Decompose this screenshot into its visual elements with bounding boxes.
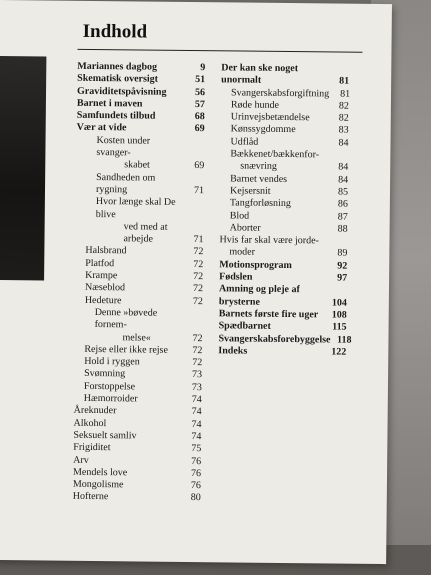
toc-entry-title bbox=[75, 282, 185, 295]
toc-entry-title bbox=[74, 344, 184, 357]
toc-column-left bbox=[73, 61, 206, 505]
toc-entry-text: Blod bbox=[229, 209, 250, 222]
toc-entry-text: Der kan ske noget unormalt bbox=[221, 62, 299, 87]
toc-entry-page: 76 bbox=[191, 455, 202, 467]
toc-entry-text: Samfundets tilbud bbox=[76, 109, 156, 122]
toc-entry-text: Indeks bbox=[218, 345, 248, 357]
toc-entry bbox=[73, 491, 201, 505]
toc-entry-text: Forstoppelse bbox=[83, 380, 136, 393]
toc-entry-text: Fødslen bbox=[219, 271, 253, 283]
toc-entry-text: Mendels love bbox=[73, 466, 128, 479]
toc-entry-page: 89 bbox=[337, 248, 348, 260]
toc-entry-continuation: moder bbox=[229, 246, 255, 259]
toc-entry-page: 76 bbox=[190, 467, 202, 479]
title-rule bbox=[77, 49, 362, 53]
toc-entry-page: 104 bbox=[331, 297, 347, 309]
toc-entry-text: Halsbrand bbox=[85, 245, 127, 257]
toc-entry-title bbox=[218, 345, 328, 358]
toc-entry-text: Udflåd bbox=[230, 136, 259, 148]
toc-entry bbox=[221, 62, 349, 88]
toc-entry-title bbox=[220, 136, 330, 149]
toc-entry-title bbox=[219, 271, 329, 284]
toc-entry-page: 88 bbox=[337, 223, 348, 235]
toc-entry-text: Mongolisme bbox=[72, 478, 124, 491]
toc-entry-title bbox=[219, 259, 329, 272]
toc-entry-page: 73 bbox=[191, 381, 203, 393]
toc-entry-title bbox=[220, 148, 330, 174]
toc-entry-page: 74 bbox=[191, 394, 202, 406]
toc-entry-title bbox=[77, 61, 187, 74]
toc-entry-title bbox=[221, 87, 332, 100]
toc-column-right bbox=[218, 62, 352, 358]
toc-entry-page: 82 bbox=[338, 100, 349, 112]
toc-entry-continuation: skabet bbox=[124, 159, 150, 171]
toc-entry-text: Hvor længe skal De blive bbox=[95, 196, 176, 220]
toc-entry bbox=[74, 307, 202, 345]
toc-entry-title bbox=[221, 124, 331, 137]
toc-entry-text: Frigiditet bbox=[73, 441, 111, 454]
toc-entry-text: Røde hunde bbox=[230, 99, 280, 111]
toc-entry-page: 72 bbox=[192, 295, 203, 307]
toc-entry-title bbox=[219, 321, 329, 334]
toc-entry-title bbox=[77, 98, 187, 111]
toc-entry-page: 92 bbox=[337, 260, 348, 272]
toc-entry-title bbox=[220, 198, 330, 211]
toc-entry-text: Hedeture bbox=[84, 294, 122, 306]
toc-entry-text: Barnet i maven bbox=[76, 97, 143, 110]
toc-entry-page: 69 bbox=[194, 123, 205, 135]
toc-entry-page: 122 bbox=[331, 346, 347, 358]
toc-entry-title bbox=[77, 85, 187, 98]
toc-entry-page: 81 bbox=[339, 75, 350, 87]
toc-entry-title bbox=[220, 222, 330, 235]
toc-entry-title bbox=[221, 99, 331, 112]
toc-entry-page: 72 bbox=[192, 344, 203, 356]
toc-entry-text: Kønssygdomme bbox=[230, 123, 296, 136]
toc-entry-text: Mariannes dagbog bbox=[77, 60, 158, 73]
toc-entry-title bbox=[220, 173, 330, 186]
toc-entry-page: 118 bbox=[336, 334, 352, 346]
toc-entry-page: 74 bbox=[191, 430, 202, 443]
toc-entry-title bbox=[221, 62, 331, 88]
toc-entry-page: 84 bbox=[338, 161, 349, 174]
toc-entry-text: Tangforløsning bbox=[229, 197, 291, 210]
toc-entry-page: 57 bbox=[194, 98, 205, 111]
toc-entry-page: 68 bbox=[194, 111, 205, 123]
toc-entry-page: 81 bbox=[340, 88, 351, 100]
toc-entry-text: Svangerskabsforebyggelse bbox=[218, 332, 331, 346]
toc-entry-text: Bækkenet/bækkenfor- bbox=[230, 148, 320, 161]
toc-entry-text: Vær at vide bbox=[76, 122, 127, 134]
toc-entry-title bbox=[77, 110, 187, 123]
toc-entry-page: 74 bbox=[191, 418, 202, 430]
toc-entry-title bbox=[219, 308, 329, 321]
toc-entry-title bbox=[74, 381, 184, 394]
toc-entry-title bbox=[220, 185, 330, 198]
toc-entry-text: Urinvejsbetændelse bbox=[230, 111, 310, 124]
page-title: Indhold bbox=[82, 20, 148, 43]
toc-entry-page: 74 bbox=[191, 406, 202, 418]
toc-entry bbox=[219, 284, 347, 310]
toc-entry-page: 72 bbox=[192, 332, 203, 344]
toc-entry-title bbox=[76, 171, 186, 197]
toc-entry-page: 72 bbox=[192, 357, 203, 369]
toc-entry bbox=[76, 171, 204, 197]
toc-entry-text: Arv bbox=[73, 454, 89, 466]
toc-entry-title bbox=[75, 294, 185, 307]
toc-entry-page: 84 bbox=[338, 137, 349, 149]
toc-entry-page: 108 bbox=[331, 309, 347, 321]
toc-entry-title bbox=[221, 112, 331, 125]
toc-entry-title bbox=[74, 307, 184, 345]
toc-entry-title bbox=[75, 258, 185, 271]
toc-entry-page: 71 bbox=[193, 185, 205, 197]
toc-entry-title bbox=[219, 234, 329, 260]
toc-entry-title bbox=[74, 368, 184, 381]
toc-entry-page: 75 bbox=[191, 443, 202, 455]
toc-entry-text: Hofterne bbox=[72, 491, 109, 503]
toc-entry-page: 86 bbox=[337, 198, 348, 210]
toc-entry-text: Spædbarnet bbox=[218, 320, 271, 333]
toc-entry-title bbox=[75, 196, 186, 246]
toc-entry-text: Denne »bøvede fornem- bbox=[94, 306, 158, 331]
toc-entry-page: 97 bbox=[337, 272, 348, 284]
toc-entry-title bbox=[73, 454, 183, 467]
toc-entry-page: 56 bbox=[194, 86, 206, 98]
toc-entry bbox=[218, 345, 346, 359]
toc-entry-title bbox=[74, 405, 184, 418]
toc-entry-text: Graviditetspåvisning bbox=[76, 85, 167, 98]
toc-entry-page: 72 bbox=[192, 283, 204, 295]
toc-entry-text: Krampe bbox=[85, 269, 118, 282]
toc-entry-text: Barnets første fire uger bbox=[218, 308, 319, 321]
toc-entry-title bbox=[219, 284, 329, 310]
toc-entry-continuation: ved med at arbejde bbox=[123, 221, 168, 245]
toc-entry-text: Næseblod bbox=[84, 282, 126, 294]
toc-entry-text: Rejse eller ikke rejse bbox=[84, 343, 168, 356]
toc-entry-title bbox=[76, 135, 186, 173]
toc-entry-title bbox=[74, 356, 184, 369]
toc-entry-title bbox=[75, 270, 185, 283]
toc-entry-continuation: snævring bbox=[240, 160, 277, 173]
toc-entry-title bbox=[77, 122, 187, 135]
photo-edge bbox=[0, 56, 46, 280]
toc-entry-title bbox=[73, 430, 183, 443]
toc-entry-text: Motionsprogram bbox=[219, 259, 292, 271]
toc-entry-text: Aborter bbox=[229, 222, 261, 234]
toc-entry bbox=[75, 196, 204, 247]
toc-entry bbox=[219, 234, 347, 260]
toc-entry-text: Hvis far skal være jorde- bbox=[219, 234, 319, 247]
toc-entry-page: 115 bbox=[332, 321, 347, 333]
toc-entry-page: 73 bbox=[192, 369, 203, 381]
toc-entry-continuation: melse« bbox=[122, 331, 151, 344]
toc-entry-title bbox=[218, 333, 333, 347]
toc-entry-title bbox=[73, 491, 183, 504]
toc-entry-page: 76 bbox=[190, 480, 201, 492]
toc-entry-page: 9 bbox=[200, 62, 206, 74]
toc-entry-text: Hold i ryggen bbox=[84, 356, 140, 368]
toc-entry bbox=[220, 148, 348, 174]
toc-entry-title bbox=[75, 245, 185, 258]
toc-entry-title bbox=[220, 210, 330, 223]
toc-entry-text: Platfod bbox=[85, 257, 115, 269]
toc-entry-page: 72 bbox=[193, 246, 204, 258]
toc-entry-title bbox=[73, 442, 183, 455]
toc-entry-text: Amning og pleje af brysterne bbox=[218, 283, 300, 308]
toc-entry-title bbox=[73, 467, 183, 480]
toc-entry-page: 69 bbox=[194, 160, 205, 172]
toc-entry bbox=[76, 135, 204, 173]
toc-entry-page: 82 bbox=[338, 112, 349, 124]
toc-entry-text: Hæmorroider bbox=[83, 392, 138, 405]
toc-entry-page: 71 bbox=[193, 234, 204, 246]
toc-entry-text: Kejsersnit bbox=[229, 185, 271, 197]
toc-entry-text: Barnet vendes bbox=[230, 173, 288, 185]
toc-entry-page: 72 bbox=[193, 258, 204, 270]
toc-entry-page: 72 bbox=[193, 271, 204, 283]
toc-entry-text: Skematisk oversigt bbox=[77, 73, 159, 85]
toc-entry-text: Alkohol bbox=[73, 417, 107, 429]
toc-entry-title bbox=[73, 479, 183, 492]
toc-entry-page: 83 bbox=[338, 125, 349, 137]
toc-entry-text: Svangerskabsforgiftning bbox=[230, 87, 330, 100]
toc-entry-text: Sandheden om rygning bbox=[95, 171, 156, 196]
toc-entry-text: Kosten under svanger- bbox=[96, 134, 151, 159]
toc-entry-page: 51 bbox=[195, 74, 206, 86]
toc-entry-text: Svømning bbox=[84, 368, 126, 380]
toc-entry-page: 84 bbox=[338, 174, 349, 186]
toc-entry-page: 87 bbox=[337, 211, 348, 223]
toc-entry-page: 80 bbox=[190, 492, 201, 504]
toc-entry-text: Åreknuder bbox=[73, 405, 117, 417]
toc-entry-text: Seksuelt samliv bbox=[73, 429, 137, 442]
toc-entry-title bbox=[77, 73, 187, 86]
toc-entry-title bbox=[74, 417, 184, 430]
toc-entry-page: 85 bbox=[337, 186, 349, 198]
